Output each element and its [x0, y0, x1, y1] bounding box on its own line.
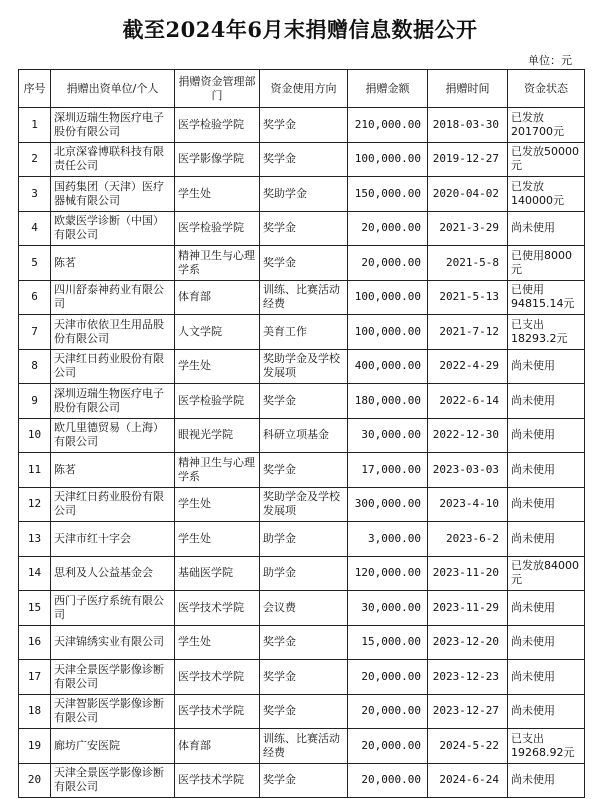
header-use: 资金使用方向 [260, 70, 348, 108]
cell-dept: 精神卫生与心理学系 [175, 246, 260, 281]
table-row [19, 522, 585, 557]
cell-amount: 17,000.00 [348, 453, 428, 488]
cell-date: 2022-4-29 [428, 349, 508, 384]
cell-donor: 天津市红十字会 [51, 522, 175, 557]
cell-amount: 210,000.00 [348, 108, 428, 143]
cell-date: 2023-11-20 [428, 556, 508, 591]
cell-status: 尚未使用 [508, 625, 585, 660]
cell-dept: 学生处 [175, 487, 260, 522]
cell-status: 尚未使用 [508, 591, 585, 626]
cell-dept: 医学影像学院 [175, 142, 260, 177]
table-row [19, 384, 585, 419]
header-no: 序号 [19, 70, 51, 108]
cell-no: 8 [19, 349, 51, 384]
cell-no: 1 [19, 108, 51, 143]
cell-date: 2023-11-29 [428, 591, 508, 626]
cell-date: 2024-6-24 [428, 763, 508, 798]
cell-no: 9 [19, 384, 51, 419]
cell-date: 2023-12-27 [428, 694, 508, 729]
header-donor: 捐赠出资单位/个人 [51, 70, 175, 108]
cell-status: 尚未使用 [508, 487, 585, 522]
cell-dept: 精神卫生与心理学系 [175, 453, 260, 488]
table-row [19, 418, 585, 453]
cell-status: 已发放201700元 [508, 108, 585, 143]
table-row [19, 177, 585, 212]
table-row [19, 729, 585, 764]
cell-no: 4 [19, 211, 51, 246]
table-row [19, 349, 585, 384]
cell-status: 尚未使用 [508, 522, 585, 557]
cell-date: 2023-6-2 [428, 522, 508, 557]
cell-use: 奖学金 [260, 453, 348, 488]
table-row [19, 591, 585, 626]
cell-date: 2020-04-02 [428, 177, 508, 212]
cell-donor: 陈茗 [51, 453, 175, 488]
cell-use: 奖学金 [260, 625, 348, 660]
cell-amount: 20,000.00 [348, 211, 428, 246]
cell-amount: 100,000.00 [348, 280, 428, 315]
cell-dept: 眼视光学院 [175, 418, 260, 453]
cell-amount: 20,000.00 [348, 246, 428, 281]
cell-dept: 基础医学院 [175, 556, 260, 591]
cell-donor: 天津市依依卫生用品股份有限公司 [51, 315, 175, 350]
page-title: 截至2024年6月末捐赠信息数据公开 [122, 17, 478, 42]
header-status: 资金状态 [508, 70, 585, 108]
cell-date: 2023-4-10 [428, 487, 508, 522]
cell-status: 已支出19268.92元 [508, 729, 585, 764]
table-row [19, 487, 585, 522]
table-row [19, 142, 585, 177]
cell-date: 2021-5-8 [428, 246, 508, 281]
table-row [19, 694, 585, 729]
cell-use: 奖助学金及学校发展项 [260, 349, 348, 384]
cell-no: 11 [19, 453, 51, 488]
cell-donor: 廊坊广安医院 [51, 729, 175, 764]
header-date: 捐赠时间 [428, 70, 508, 108]
cell-status: 尚未使用 [508, 349, 585, 384]
cell-use: 美育工作 [260, 315, 348, 350]
cell-amount: 120,000.00 [348, 556, 428, 591]
cell-donor: 天津智影医学影像诊断有限公司 [51, 694, 175, 729]
table-row [19, 211, 585, 246]
cell-amount: 20,000.00 [348, 729, 428, 764]
cell-amount: 30,000.00 [348, 418, 428, 453]
cell-use: 奖学金 [260, 384, 348, 419]
cell-donor: 天津锦绣实业有限公司 [51, 625, 175, 660]
cell-status: 已使用94815.14元 [508, 280, 585, 315]
cell-no: 2 [19, 142, 51, 177]
cell-donor: 深圳迈瑞生物医疗电子股份有限公司 [51, 108, 175, 143]
cell-date: 2023-03-03 [428, 453, 508, 488]
cell-date: 2023-12-20 [428, 625, 508, 660]
cell-status: 尚未使用 [508, 384, 585, 419]
cell-donor: 天津红日药业股份有限公司 [51, 487, 175, 522]
table-row [19, 108, 585, 143]
cell-use: 奖学金 [260, 211, 348, 246]
table-row [19, 625, 585, 660]
cell-dept: 学生处 [175, 177, 260, 212]
cell-date: 2018-03-30 [428, 108, 508, 143]
cell-donor: 四川舒泰神药业有限公司 [51, 280, 175, 315]
table-row [19, 246, 585, 281]
cell-date: 2024-5-22 [428, 729, 508, 764]
cell-use: 奖助学金 [260, 177, 348, 212]
cell-amount: 20,000.00 [348, 660, 428, 695]
cell-amount: 300,000.00 [348, 487, 428, 522]
unit-label: 单位：元 [528, 54, 572, 67]
cell-use: 科研立项基金 [260, 418, 348, 453]
cell-dept: 体育部 [175, 280, 260, 315]
cell-no: 13 [19, 522, 51, 557]
cell-donor: 欧蒙医学诊断（中国）有限公司 [51, 211, 175, 246]
donation-table [18, 69, 585, 798]
cell-amount: 100,000.00 [348, 142, 428, 177]
table-header-row [19, 70, 585, 108]
cell-amount: 20,000.00 [348, 763, 428, 798]
cell-amount: 30,000.00 [348, 591, 428, 626]
cell-date: 2023-12-23 [428, 660, 508, 695]
cell-donor: 天津全景医学影像诊断有限公司 [51, 763, 175, 798]
cell-date: 2022-6-14 [428, 384, 508, 419]
cell-amount: 100,000.00 [348, 315, 428, 350]
cell-no: 6 [19, 280, 51, 315]
cell-donor: 国药集团（天津）医疗器械有限公司 [51, 177, 175, 212]
cell-status: 已使用8000元 [508, 246, 585, 281]
cell-no: 15 [19, 591, 51, 626]
cell-no: 17 [19, 660, 51, 695]
cell-donor: 陈茗 [51, 246, 175, 281]
cell-dept: 医学技术学院 [175, 694, 260, 729]
cell-use: 训练、比赛活动经费 [260, 729, 348, 764]
cell-dept: 学生处 [175, 522, 260, 557]
cell-status: 尚未使用 [508, 763, 585, 798]
cell-no: 19 [19, 729, 51, 764]
cell-no: 16 [19, 625, 51, 660]
cell-dept: 医学技术学院 [175, 591, 260, 626]
cell-use: 奖学金 [260, 763, 348, 798]
cell-dept: 医学技术学院 [175, 660, 260, 695]
cell-donor: 天津红日药业股份有限公司 [51, 349, 175, 384]
cell-dept: 医学检验学院 [175, 108, 260, 143]
table-row [19, 763, 585, 798]
cell-dept: 体育部 [175, 729, 260, 764]
table-row [19, 660, 585, 695]
cell-no: 5 [19, 246, 51, 281]
cell-use: 训练、比赛活动经费 [260, 280, 348, 315]
cell-date: 2021-5-13 [428, 280, 508, 315]
cell-status: 已发放84000元 [508, 556, 585, 591]
cell-status: 已发放50000元 [508, 142, 585, 177]
header-amount: 捐赠金额 [348, 70, 428, 108]
cell-donor: 西门子医疗系统有限公司 [51, 591, 175, 626]
cell-no: 10 [19, 418, 51, 453]
cell-dept: 人文学院 [175, 315, 260, 350]
cell-use: 奖学金 [260, 694, 348, 729]
cell-amount: 15,000.00 [348, 625, 428, 660]
cell-date: 2021-3-29 [428, 211, 508, 246]
cell-date: 2022-12-30 [428, 418, 508, 453]
cell-no: 20 [19, 763, 51, 798]
cell-dept: 医学检验学院 [175, 211, 260, 246]
cell-dept: 学生处 [175, 349, 260, 384]
header-dept: 捐赠资金管理部门 [175, 70, 260, 108]
cell-no: 18 [19, 694, 51, 729]
cell-use: 奖学金 [260, 660, 348, 695]
cell-dept: 医学检验学院 [175, 384, 260, 419]
cell-status: 尚未使用 [508, 418, 585, 453]
cell-no: 12 [19, 487, 51, 522]
cell-date: 2019-12-27 [428, 142, 508, 177]
cell-status: 已发放140000元 [508, 177, 585, 212]
cell-no: 3 [19, 177, 51, 212]
cell-status: 尚未使用 [508, 211, 585, 246]
table-row [19, 453, 585, 488]
cell-donor: 欧几里德贸易（上海）有限公司 [51, 418, 175, 453]
cell-use: 会议费 [260, 591, 348, 626]
cell-use: 助学金 [260, 556, 348, 591]
cell-status: 尚未使用 [508, 660, 585, 695]
cell-status: 尚未使用 [508, 453, 585, 488]
cell-amount: 20,000.00 [348, 694, 428, 729]
cell-donor: 思利及人公益基金会 [51, 556, 175, 591]
cell-amount: 180,000.00 [348, 384, 428, 419]
table-row [19, 556, 585, 591]
cell-donor: 深圳迈瑞生物医疗电子股份有限公司 [51, 384, 175, 419]
table-row [19, 315, 585, 350]
cell-use: 奖学金 [260, 142, 348, 177]
cell-amount: 400,000.00 [348, 349, 428, 384]
cell-dept: 医学技术学院 [175, 763, 260, 798]
cell-date: 2021-7-12 [428, 315, 508, 350]
cell-no: 7 [19, 315, 51, 350]
cell-use: 奖学金 [260, 246, 348, 281]
cell-no: 14 [19, 556, 51, 591]
cell-amount: 3,000.00 [348, 522, 428, 557]
cell-use: 奖学金 [260, 108, 348, 143]
cell-use: 助学金 [260, 522, 348, 557]
cell-use: 奖助学金及学校发展项 [260, 487, 348, 522]
cell-amount: 150,000.00 [348, 177, 428, 212]
cell-status: 尚未使用 [508, 694, 585, 729]
table-row [19, 280, 585, 315]
cell-donor: 北京深睿博联科技有限责任公司 [51, 142, 175, 177]
cell-status: 已支出18293.2元 [508, 315, 585, 350]
cell-dept: 学生处 [175, 625, 260, 660]
cell-donor: 天津全景医学影像诊断有限公司 [51, 660, 175, 695]
